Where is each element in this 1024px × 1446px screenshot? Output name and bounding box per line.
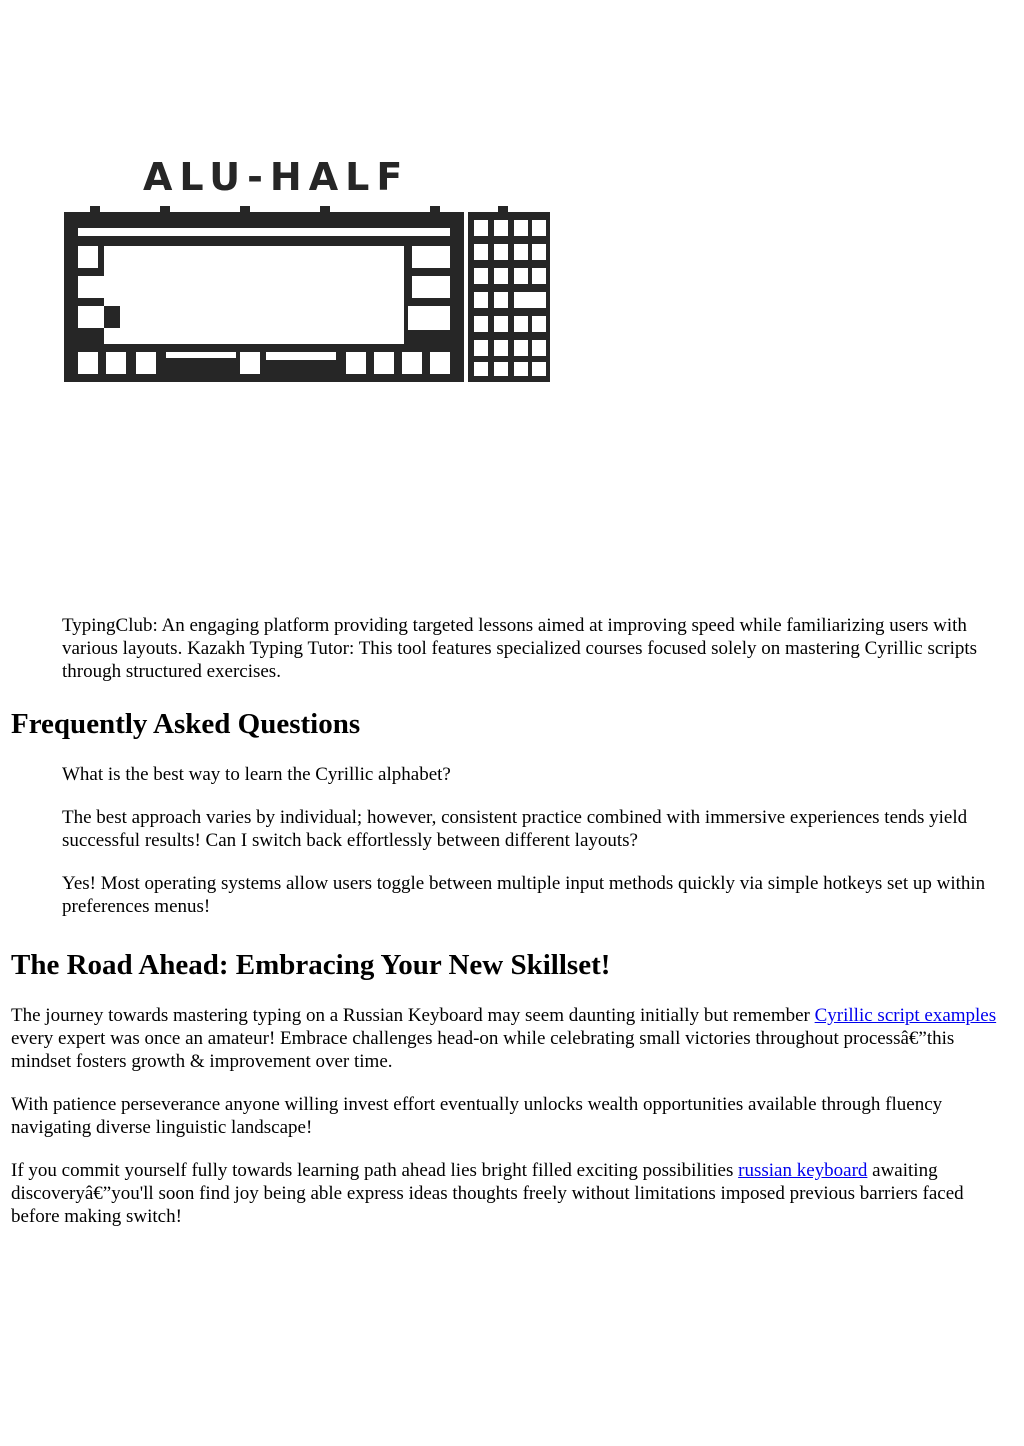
article-content (11, 614, 1011, 1228)
faq-heading: Frequently Asked Questions (11, 708, 361, 740)
alu-half-logo: ALU-HALF (143, 155, 410, 199)
road-paragraph-1 (11, 1004, 1011, 1073)
faq-answer-2: Yes! Most operating systems allow users toggle between multiple input methods quickly via simple hotkeys set up within preferences menus! (62, 873, 986, 917)
road-paragraph-3 (11, 1159, 1011, 1228)
cyrillic-script-examples-link[interactable]: Cyrillic script examples (814, 1005, 997, 1026)
keyboard-plate-illustration (60, 148, 555, 393)
road-p3-text-before: If you commit yourself fully towards learning path ahead lies bright filled exciting possibilities (11, 1160, 739, 1181)
intro-paragraph: TypingClub: An engaging platform providing targeted lessons aimed at improving speed while familiarizing users with various layouts. Kazakh Typing Tutor: This tool features specialized courses focused solely on mastering Cyrillic scripts through structured exercises. (62, 615, 978, 682)
faq-question-1: What is the best way to learn the Cyrillic alphabet? (62, 764, 451, 785)
numpad-plate (468, 206, 550, 382)
russian-keyboard-link[interactable]: russian keyboard (738, 1160, 868, 1181)
faq-answer-1: The best approach varies by individual; however, consistent practice combined with immersive experiences tends yield successful results! Can I switch back effortlessly between different layouts? (62, 807, 968, 851)
road-p1-text-after: every expert was once an amateur! Embrace challenges head-on while celebrating small victories throughout processâ€”this mindset fosters growth & improvement over time. (11, 1028, 955, 1072)
road-p3-text-after: awaiting discoveryâ€”you'll soon find joy being able express ideas thoughts freely without limitations imposed previous barriers faced before making switch! (11, 1160, 964, 1227)
road-p1-text-before: The journey towards mastering typing on a Russian Keyboard may seem daunting initially but remember (11, 1005, 815, 1026)
hero-image (60, 148, 555, 393)
main-plate (64, 206, 464, 382)
road-ahead-heading: The Road Ahead: Embracing Your New Skillset! (11, 949, 611, 981)
road-paragraph-2: With patience perseverance anyone willing invest effort eventually unlocks wealth opportunities available through fluency navigating diverse linguistic landscape! (11, 1094, 943, 1138)
